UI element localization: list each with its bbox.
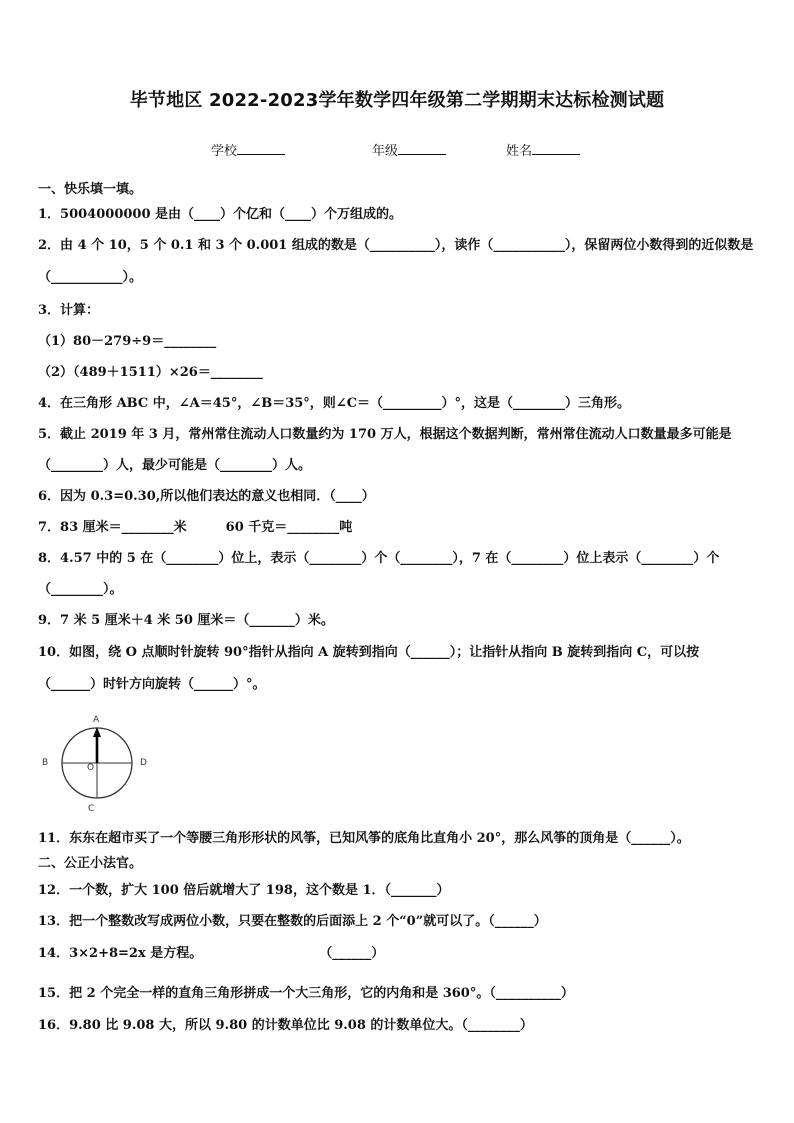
- question-6: 6．因为 0.3=0.30,所以他们表达的意义也相同．（____）: [38, 489, 375, 504]
- grade-field[interactable]: [372, 140, 446, 159]
- question-3-part-2: （2）（489＋1511）×26＝________: [38, 365, 263, 380]
- question-8: 8．4.57 中的 5 在（________）位上，表示（________）个（________），7 在（________）位上表示（________）个: [38, 551, 720, 566]
- label-d: D: [140, 758, 147, 768]
- question-5-cont: （________）人，最少可能是（________）人。: [38, 458, 312, 473]
- question-2-cont: （___________）。: [38, 270, 143, 285]
- question-8-cont: （________）。: [38, 582, 123, 597]
- question-14: 14．3×2+8=2x 是方程。 （______）: [38, 946, 385, 961]
- question-13: 13．把一个整数改写成两位小数，只要在整数的后面添上 2 个“0”就可以了。（______）: [38, 914, 547, 929]
- grade-blank[interactable]: [398, 142, 446, 155]
- question-11: 11．东东在超市买了一个等腰三角形形状的风筝，已知风筝的底角比直角小 20°，那么风筝的顶角是（______）。: [38, 831, 690, 846]
- name-label: 姓名: [506, 144, 533, 159]
- question-12: 12．一个数，扩大 100 倍后就增大了 198，这个数是 1．（_______）: [38, 883, 450, 898]
- question-1: 1．5004000000 是由（____）个亿和（____）个万组成的。: [38, 207, 403, 222]
- grade-label: 年级: [372, 144, 399, 159]
- question-2: 2．由 4 个 10，5 个 0.1 和 3 个 0.001 组成的数是（__________），读作（___________），保留两位小数得到的近似数是: [38, 238, 754, 253]
- school-label: 学校: [211, 144, 238, 159]
- question-3: 3．计算：: [38, 303, 100, 318]
- section-heading-2: 二、公正小法官。: [38, 856, 143, 871]
- question-3-part-1: （1）80－279÷9＝________: [38, 334, 217, 349]
- question-15: 15．把 2 个完全一样的直角三角形拼成一个大三角形，它的内角和是 360°。（__________）: [38, 986, 574, 1001]
- question-5: 5．截止 2019 年 3 月，常州常住流动人口数量约为 170 万人，根据这个数据判断，常州常住流动人口数量最多可能是: [38, 427, 732, 442]
- rotation-dial-figure: [36, 708, 156, 818]
- question-9: 9．7 米 5 厘米＋4 米 50 厘米＝（_______）米。: [38, 613, 334, 628]
- page-title: 毕节地区 2022-2023学年数学四年级第二学期期末达标检测试题: [129, 90, 665, 111]
- label-o: O: [87, 763, 95, 773]
- question-4: 4．在三角形 ABC 中，∠A＝45°，∠B＝35°，则∠C＝（_________）°，这是（________）三角形。: [38, 396, 631, 411]
- question-16: 16．9.80 比 9.08 大，所以 9.80 的计数单位比 9.08 的计数单位大。（________）: [38, 1018, 533, 1033]
- label-c: C: [88, 804, 95, 814]
- question-10: 10．如图，绕 O 点顺时针旋转 90°指针从指向 A 旋转到指向（______）；让指针从指向 B 旋转到指向 C，可以按: [38, 645, 700, 660]
- name-field[interactable]: [506, 140, 580, 159]
- school-blank[interactable]: [237, 142, 285, 155]
- section-heading-1: 一、快乐填一填。: [38, 182, 143, 197]
- question-7: 7．83 厘米＝________米 60 千克＝________吨: [38, 520, 353, 535]
- name-blank[interactable]: [532, 142, 580, 155]
- label-a: A: [93, 715, 100, 725]
- label-b: B: [42, 758, 49, 768]
- school-field[interactable]: [211, 140, 285, 159]
- question-10-cont: （______）时针方向旋转（______）°。: [38, 677, 266, 692]
